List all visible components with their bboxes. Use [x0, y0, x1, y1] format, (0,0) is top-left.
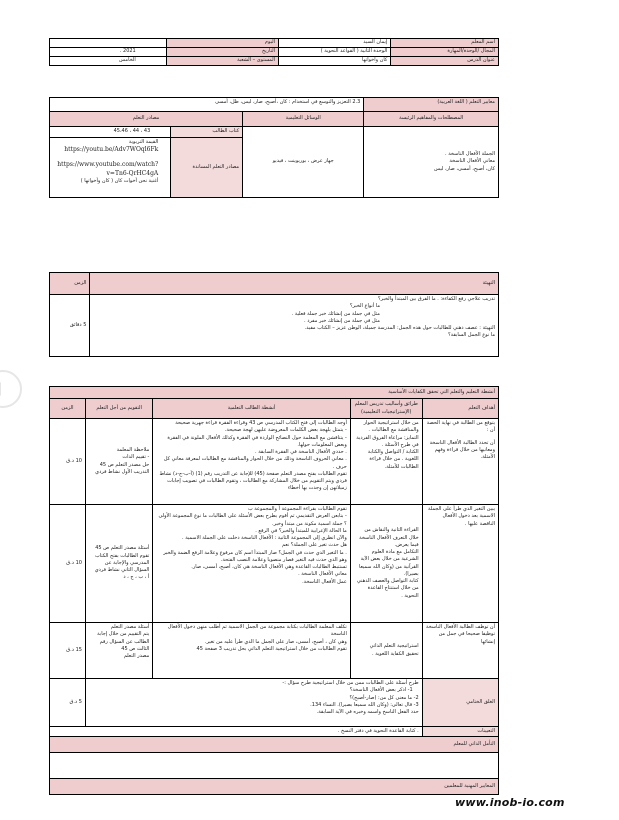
- warmup-line: ما أنواع الخبر؟: [349, 303, 380, 310]
- warmup-line: مثل في جملة من إنشائك خبر مفرد .: [304, 317, 380, 324]
- lesson-value: كان وأخواتها: [279, 57, 391, 66]
- standards-table: [49, 97, 499, 198]
- activity-row: [50, 419, 499, 505]
- objective-cell: [422, 623, 498, 679]
- domain-value: الوحدة الثانية ( القواعد النحوية ): [279, 48, 391, 57]
- warmup-line: ما نوع الجمل السابقة؟: [448, 332, 495, 339]
- activity-line: تقوم الطالبات بقراءة المجموعة أ والمجموعة ب: [248, 506, 347, 512]
- objective-line: يبين التغير الذي طرأ على الجملة الاسمية بعد دخول الأفعال الناقصة عليها .: [427, 506, 495, 527]
- assessment-header: التقويم من أجل التعلم: [85, 399, 152, 419]
- activity-line: تقوم الطالبات من خلال استراتيجية التعلم الذاتي بحل تدريب 3 صفحة 45: [196, 645, 347, 652]
- closure-row: [50, 679, 499, 727]
- objective-cell: [422, 419, 498, 505]
- professional-standards-label: المعايير المهنية للمعلمين: [50, 779, 499, 795]
- closure-line: طرح أسئلة على الطالبات ممن من خلال استراتيجية طرح سؤال :-: [282, 680, 419, 686]
- homework-value: . كتابة القاعدة النحوية في دفتر النسخ .: [50, 727, 423, 737]
- method-line: القراءة الثانية والنقاش من خلال التعرف الأفعال الناسخة فيما يعرض.: [359, 527, 419, 548]
- standards-value: 2.3 التعزيز والتوسع في استخدام : كان ،أصبح، صار، ليس، ظل، أمسى: [50, 98, 364, 112]
- song-title: أغنية نحن أخوات كان ( كان وأخواتها ): [80, 178, 159, 185]
- website-watermark: www.inob-io.com: [455, 796, 565, 809]
- activity-line: - يتناقشن مع المعلمة حول النصائح الواردة في الفقرة وكذلك الأفعال الملونة في الفقرة وبعض المعلومات حولها.: [167, 434, 347, 448]
- level-value: الخامس: [50, 57, 167, 66]
- assessment-line: التدريب الأول نشاط فردي: [95, 468, 150, 475]
- methods-cell: [350, 419, 422, 505]
- method-line: الكتابة / التواصل والكتابة اللغوية . من خلال قراءة الطالبات للأمثلة.: [367, 449, 419, 470]
- reflection-label: التأمل الذاتي للمعلم: [50, 737, 499, 753]
- tools-header: الوسائل التعليمية: [243, 112, 364, 127]
- objective-line: أن تحدد الطالبة الأفعال الناسخة ومعانيها من خلال قراءة وفهم الأمثلة.: [429, 439, 495, 460]
- student-book-label: كتاب الطالب: [171, 127, 243, 138]
- activity-line: أوجه الطالبات إلى فتح الكتاب المدرسي ص 43 وقراءة الفقرة قراءة جهرية صحيحة: [175, 420, 347, 426]
- assessment-line: أسئلة مصدر التعلم ص 45: [95, 545, 150, 552]
- objective-line: يتوقع من الطالبة في نهاية الحصة أن :: [426, 420, 495, 434]
- warmup-table: [49, 272, 499, 357]
- time-header: الزمن: [50, 399, 86, 419]
- sources-header: مصادر التعلم: [50, 112, 243, 127]
- educational-value-label: القيمة التربوية: [128, 139, 159, 145]
- domain-label: المجال /الوحدة/المهارة: [391, 48, 499, 57]
- student-activities-cell: [153, 419, 351, 505]
- assessment-line: مصدر التعلم: [123, 653, 150, 659]
- reflection-value[interactable]: [50, 753, 499, 779]
- objective-cell: [422, 505, 498, 623]
- term-item: معاني الأفعال الناسخة: [449, 158, 495, 165]
- methods-cell: [350, 623, 422, 679]
- activity-time: 10 د.ق: [50, 419, 86, 505]
- support-sources-cell: [50, 138, 171, 198]
- activity-line: - يتمثل بلهجة بعض الكلمات المعروضة عليهن لهجة صحيحة.: [224, 427, 347, 434]
- video-link-2[interactable]: https://www.youtube.com/watch?v=Tn6-QrHC4gA: [57, 160, 159, 177]
- method-line: التكامل مع مادة العلوم الشرعية من خلال بعض الآية القرآنية من (وكان الله سميعا بصيرا).: [358, 549, 419, 577]
- level-label: المستوى – الشعبة: [166, 57, 278, 66]
- activities-title: أنشطة التعليم والتعلم التي تحقق الكفايات الأساسية: [50, 387, 499, 399]
- objective-line: أن توظف الطالبة الأفعال الناسخة توظيفا صحيحا في جمل من إنشائها: [425, 624, 495, 645]
- method-line: استراتيجية التعلم الذاتي: [369, 643, 419, 650]
- warmup-line: التهيئة : عصف ذهني للطالبات حول هذه الجمل: المدرسة جميلة، الوطن عزيز – الكتاب مفيد.: [304, 325, 495, 331]
- method-line: كتابة التواصل والعصف الذهني من خلال استنتاج القاعدة النحوية .: [356, 578, 419, 599]
- assessment-cell: [85, 505, 152, 623]
- activity-time: 15 د.ق: [50, 623, 86, 679]
- term-item: كان، أصبح، أمسى، صار، ليس: [433, 165, 495, 172]
- teacher-value: إيمان السيد: [279, 39, 391, 48]
- assessment-line: ملاحظة المعلمة: [116, 447, 150, 453]
- activity-line: عمل الأفعال الناسخة.: [302, 578, 347, 585]
- closure-content: [85, 679, 422, 727]
- day-value: [50, 39, 167, 48]
- assessment-line: أ ، ب ، ج ، د: [123, 574, 150, 581]
- teaching-tools: جهاز عرض ، بوربوينت ، فيديو: [243, 127, 364, 198]
- closure-line: حدد الفعل الناسخ واسمه وخبره في الآية السابقة.: [316, 709, 419, 715]
- assessment-line: تقوم الطالبات بفتح الكتاب المدرسي والإجابة عن السؤال الثاني نشاط فردي: [94, 552, 150, 574]
- method-line: من خلال استراتيجية الحوار والمناقشة مع الطالبات .: [363, 420, 419, 434]
- closure-label: الغلق الختامي: [422, 679, 498, 727]
- student-activities-header: أنشطة الطالب التعلمية: [153, 399, 351, 419]
- activities-table: [49, 386, 499, 795]
- assessment-line: - تقييم الذات: [122, 454, 150, 461]
- student-book-pages: 43 ، 44 ، 45،46: [50, 127, 171, 138]
- assessment-line: أسئلة مصدر التعلم: [110, 624, 150, 630]
- date-value: 2021 .: [50, 48, 167, 57]
- support-sources-label: مصادر التعلم المساندة: [171, 138, 243, 198]
- activity-line: تستنبط الطالبات القاعدة وهي الأفعال الناسخة هي كان، أصبح، أمسى، صار.: [191, 564, 347, 570]
- activity-line: هل حدث تغير على الجملة؟ نعم: [282, 542, 347, 549]
- activity-line: وهي كان ، أصبح، أمسى، صار على الجمل ما الذي طرأ عليه من تغير.: [204, 638, 347, 645]
- student-activities-cell: [153, 505, 351, 623]
- methods-cell: [350, 505, 422, 623]
- student-activities-cell: [153, 623, 351, 679]
- activity-line: . حددي الأفعال الناسخة في الفقرة السابقة .: [255, 449, 347, 455]
- teacher-label: اسم المعلم: [391, 39, 499, 48]
- time-header: الزمن: [50, 273, 90, 295]
- terms-header: المصطلحات والمفاهيم الرئيسة: [364, 112, 499, 127]
- warmup-header: التهيئة: [90, 273, 499, 295]
- objectives-header: أهداف التعلم: [422, 399, 498, 419]
- closure-line: 1- اذكر بعض الأفعال الناسخة؟: [349, 687, 413, 694]
- homework-label: التعيينات: [422, 727, 498, 737]
- methods-header: طرائق وأساليب تدريس المعلم (الإستراتيجيات التعليمية): [350, 399, 422, 419]
- standards-label: معايير التعلم ( اللغة العربية): [364, 98, 499, 112]
- activity-time: 10 د.ق: [50, 505, 86, 623]
- activity-line: تقوم الطالبات بفتح مصدر التعلم صفحة (45) للإجابة عن التدريب رقم (1) (أ-ب-ج-د) نشاط فردي ويتم التقويم من خلال المشاركة مع الطالبات ، وتقوم الطالبات في تصويب إجابات زميلاتهن إن وجدت بها أخطاء: [159, 470, 347, 492]
- previous-page-arrow-icon[interactable]: [0, 370, 22, 408]
- activity-row: [50, 505, 499, 623]
- activity-line: ما الحالة الإعرابية للمبتدأ والخبر؟ في الرفع .: [255, 527, 347, 534]
- closure-time: 5 د.ق: [50, 679, 86, 727]
- warmup-line: مثل في جملة من إنشائك خبر جملة فعلية .: [291, 310, 380, 317]
- day-label: اليوم: [166, 39, 278, 48]
- closure-line: 3- قال تعالى: (وكان الله سميعا بصيرا). النساء 134.: [310, 701, 419, 708]
- assessment-cell: [85, 623, 152, 679]
- activity-line: تكلف المعلمة الطالبات بكتابة مجموعة من الجمل الاسمية ثم أطلب منهن دخول الأفعال الناسخة: [167, 624, 347, 638]
- key-terms-cell: [364, 127, 499, 198]
- warmup-content: [90, 295, 499, 357]
- method-line: تحقيق الكفاية اللغوية .: [372, 650, 419, 657]
- method-line: التمايز: مراعاة الفروق الفردية في طرح الأسئلة .: [356, 434, 419, 448]
- closure-line: 2- ما معنى كل من: (صار-أصبح)؟: [349, 694, 419, 701]
- homework-row: [50, 727, 499, 737]
- activity-line: - بتابعن العرض التقديمي ثم أقوم بطرح بعض الأسئلة على الطالبات ما نوع المجموعة الأولى ؟ جملة اسمية مكونة من مبتدأ وخبر.: [158, 513, 347, 527]
- warmup-line: تدريب علاجي رفع الكفاءة: . ما الفرق بين المبتدأ والخبر؟: [378, 296, 495, 302]
- activity-line: . معاني الحروف الناسخة وذلك من خلال الحوار والمناقشة مع الطالبات لمعرفة معاني كل حرف .: [163, 456, 347, 470]
- activity-row: [50, 623, 499, 679]
- activity-line: والآن انظري إلى المجموعة الثانية : الأفعال الناسخة دخلت على الجملة الاسمية .: [182, 535, 347, 541]
- activity-line: . ما التغير الذي حدث في الجمل؟ صار المبتدأ اسم كان مرفوع وعلامة الرفع الضمة والخبر وهو الذي حدث فيه التغير فصار منصوبا وعلامة النصب الفتحة.: [163, 549, 347, 563]
- assessment-cell: [85, 419, 152, 505]
- assessment-line: حل مصدر التعلم ص 45: [99, 461, 150, 468]
- activity-line: معاني الأفعال الناسخة .: [298, 571, 347, 578]
- lesson-header-table: [49, 38, 499, 66]
- term-item: الجملة الأفعال الناسخة .: [445, 151, 495, 158]
- assessment-line: يتم التقييم من خلال إجابة الطالب عن السؤال رقم الثالث ص 45: [97, 631, 150, 652]
- lesson-label: عنوان الدرس: [391, 57, 499, 66]
- date-label: التاريخ: [166, 48, 278, 57]
- warmup-time: 5 دقائق: [50, 295, 90, 357]
- video-link-1[interactable]: https://youtu.be/Adv7WOql6Fk: [64, 146, 159, 154]
